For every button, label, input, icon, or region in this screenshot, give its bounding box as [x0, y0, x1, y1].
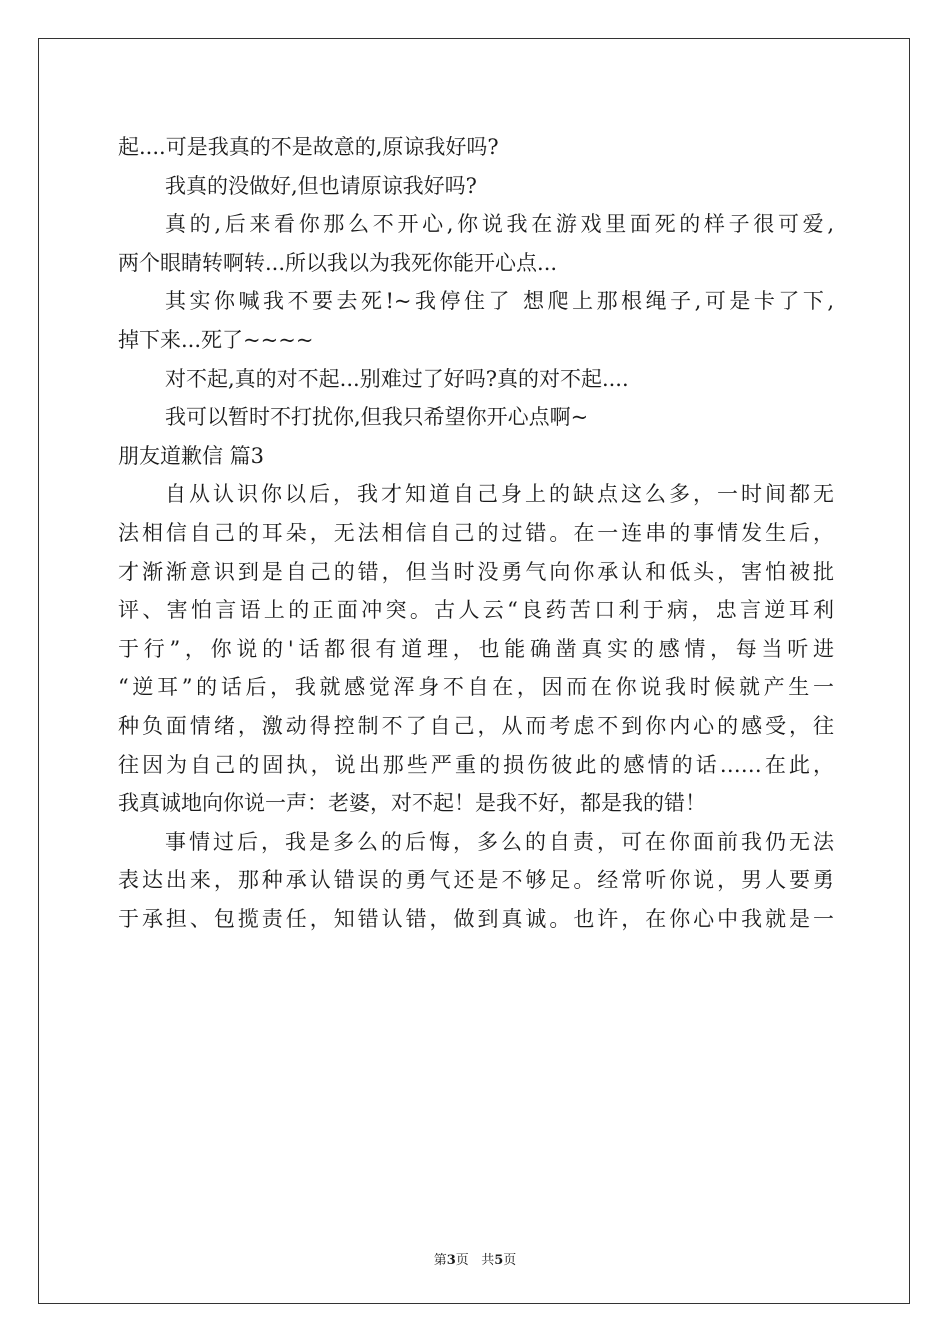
text-line: 对不起,真的对不起...别难过了好吗?真的对不起....	[165, 366, 629, 391]
text-line: 我真的没做好,但也请原谅我好吗?	[165, 173, 477, 198]
document-body	[118, 128, 834, 938]
page-word: 页	[455, 1253, 469, 1268]
text-line: 我可以暂时不打扰你,但我只希望你开心点啊~	[165, 405, 589, 430]
total-pages-number: 5	[494, 1253, 504, 1268]
page-footer	[0, 1249, 950, 1268]
text-line: 其实你喊我不要去死!~我停住了 想爬上那根绳子,可是卡了下,	[165, 289, 834, 314]
total-prefix: 共	[481, 1253, 495, 1268]
page-prefix: 第	[433, 1253, 447, 1268]
section-heading: 朋友道歉信 篇3	[118, 443, 265, 468]
text-line: 事情过后，我是多么的后悔，多么的自责，可在你面前我仍无法	[165, 829, 834, 854]
text-line: 于行”，你说的'话都很有道理，也能确凿真实的感情，每当听进	[118, 636, 834, 661]
current-page-number: 3	[446, 1253, 456, 1268]
text-line: 才渐渐意识到是自己的错，但当时没勇气向你承认和低头，害怕被批	[118, 559, 834, 584]
text-line: 我真诚地向你说一声：老婆，对不起！是我不好，都是我的错！	[118, 791, 706, 816]
text-line: 于承担、包揽责任，知错认错，做到真诚。也许，在你心中我就是一	[118, 906, 834, 931]
text-line: 掉下来...死了~~~~	[118, 327, 314, 352]
text-line: 往因为自己的固执，说出那些严重的损伤彼此的感情的话……在此，	[118, 752, 834, 777]
text-line: 评、害怕言语上的正面冲突。古人云“良药苦口利于病，忠言逆耳利	[118, 598, 834, 623]
text-line: 两个眼睛转啊转...所以我以为我死你能开心点...	[118, 250, 558, 275]
text-line: 自从认识你以后，我才知道自己身上的缺点这么多，一时间都无	[165, 482, 834, 507]
text-line: 表达出来，那种承认错误的勇气还是不够足。经常听你说，男人要勇	[118, 868, 834, 893]
text-line: 种负面情绪，激动得控制不了自己，从而考虑不到你内心的感受，往	[118, 713, 834, 738]
text-line: 起....可是我真的不是故意的,原谅我好吗?	[118, 135, 499, 159]
text-line: 法相信自己的耳朵，无法相信自己的过错。在一连串的事情发生后，	[118, 520, 834, 545]
text-line: “逆耳”的话后，我就感觉浑身不自在，因而在你说我时候就产生一	[118, 675, 834, 700]
total-suffix: 页	[503, 1253, 517, 1268]
text-line: 真的,后来看你那么不开心,你说我在游戏里面死的样子很可爱,	[165, 212, 834, 237]
